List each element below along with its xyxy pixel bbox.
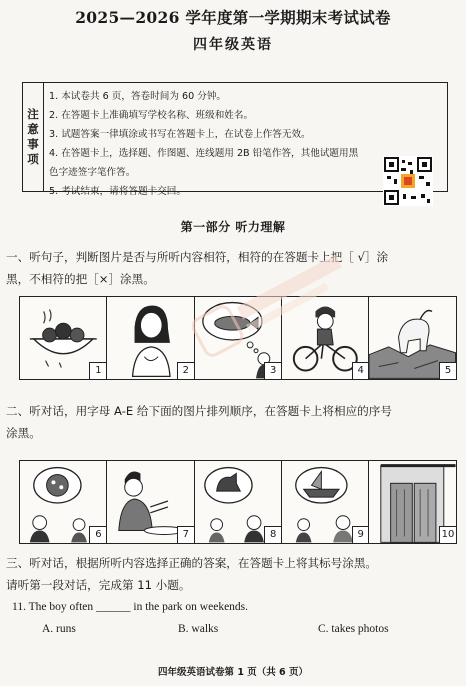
section-2-line: 涂黑。 — [6, 426, 41, 440]
picture-7 — [106, 460, 195, 544]
notice-items — [49, 87, 439, 201]
page-subtitle: 四年级英语 — [193, 37, 273, 53]
section-3-line: 请听第一段对话，完成第 11 小题。 — [6, 578, 191, 592]
option-a[interactable]: A. runs — [42, 623, 76, 635]
notice-label-char: 注 — [27, 107, 39, 121]
qr-code-icon — [383, 156, 433, 206]
notice-item: 1. 本试卷共 6 页，答卷时间为 60 分钟。 — [49, 91, 227, 102]
notice-label — [23, 83, 44, 191]
section-2-line: 二、听对话，用字母 A-E 给下面的图片排列顺序，在答题卡上将相应的序号 — [6, 404, 392, 418]
section-1-instruction — [6, 246, 460, 290]
notice-item: 色字迹签字笔作答。 — [49, 167, 136, 178]
notice-item: 2. 在答题卡上准确填写学校名称、班级和姓名。 — [49, 110, 254, 121]
picture-number: 8 — [264, 526, 281, 543]
picture-number: 4 — [352, 362, 369, 379]
picture-number: 3 — [264, 362, 281, 379]
section-1-line: 黑，不相符的把［×］涂黑。 — [6, 272, 155, 286]
notice-item: 5. 考试结束，请将答题卡交回。 — [49, 186, 186, 197]
notice-label-char: 意 — [27, 122, 39, 136]
option-c[interactable]: C. takes photos — [318, 623, 389, 635]
section-1-line: 一、听句子，判断图片是否与所听内容相符，相符的在答题卡上把［ √］涂 — [6, 250, 389, 264]
picture-number: 7 — [177, 526, 194, 543]
section-3-line: 三、听对话，根据所听内容选择正确的答案，在答题卡上将其标号涂黑。 — [6, 556, 378, 570]
picture-number: 2 — [177, 362, 194, 379]
picture-5 — [368, 296, 457, 380]
question-11-stem: 11. The boy often ______ in the park on weekends. — [12, 601, 249, 613]
page-title: 2025—2026 学年度第一学期期末考试试卷 — [75, 8, 391, 27]
picture-2 — [106, 296, 195, 380]
picture-number: 10 — [439, 526, 456, 543]
section-3-instruction — [6, 552, 460, 596]
notice-item: 4. 在答题卡上，选择题、作图题、连线题用 2B 铅笔作答，其他试题用黑 — [49, 148, 359, 159]
picture-number: 9 — [352, 526, 369, 543]
page-footer: 四年级英语试卷第 1 页（共 6 页） — [158, 667, 308, 678]
part-title: 第一部分 听力理解 — [180, 220, 286, 234]
picture-8 — [194, 460, 283, 544]
notice-item: 3. 试题答案一律填涂或书写在答题卡上，在试卷上作答无效。 — [49, 129, 311, 140]
picture-1 — [19, 296, 108, 380]
picture-6 — [19, 460, 108, 544]
notice-label-char: 事 — [27, 137, 39, 151]
picture-number: 5 — [439, 362, 456, 379]
picture-9 — [281, 460, 370, 544]
notice-label-char: 项 — [27, 152, 39, 166]
option-b[interactable]: B. walks — [178, 623, 219, 635]
picture-10 — [368, 460, 457, 544]
section-2-pictures — [20, 460, 457, 542]
picture-number: 6 — [89, 526, 106, 543]
section-2-instruction — [6, 400, 460, 444]
picture-number: 1 — [89, 362, 106, 379]
